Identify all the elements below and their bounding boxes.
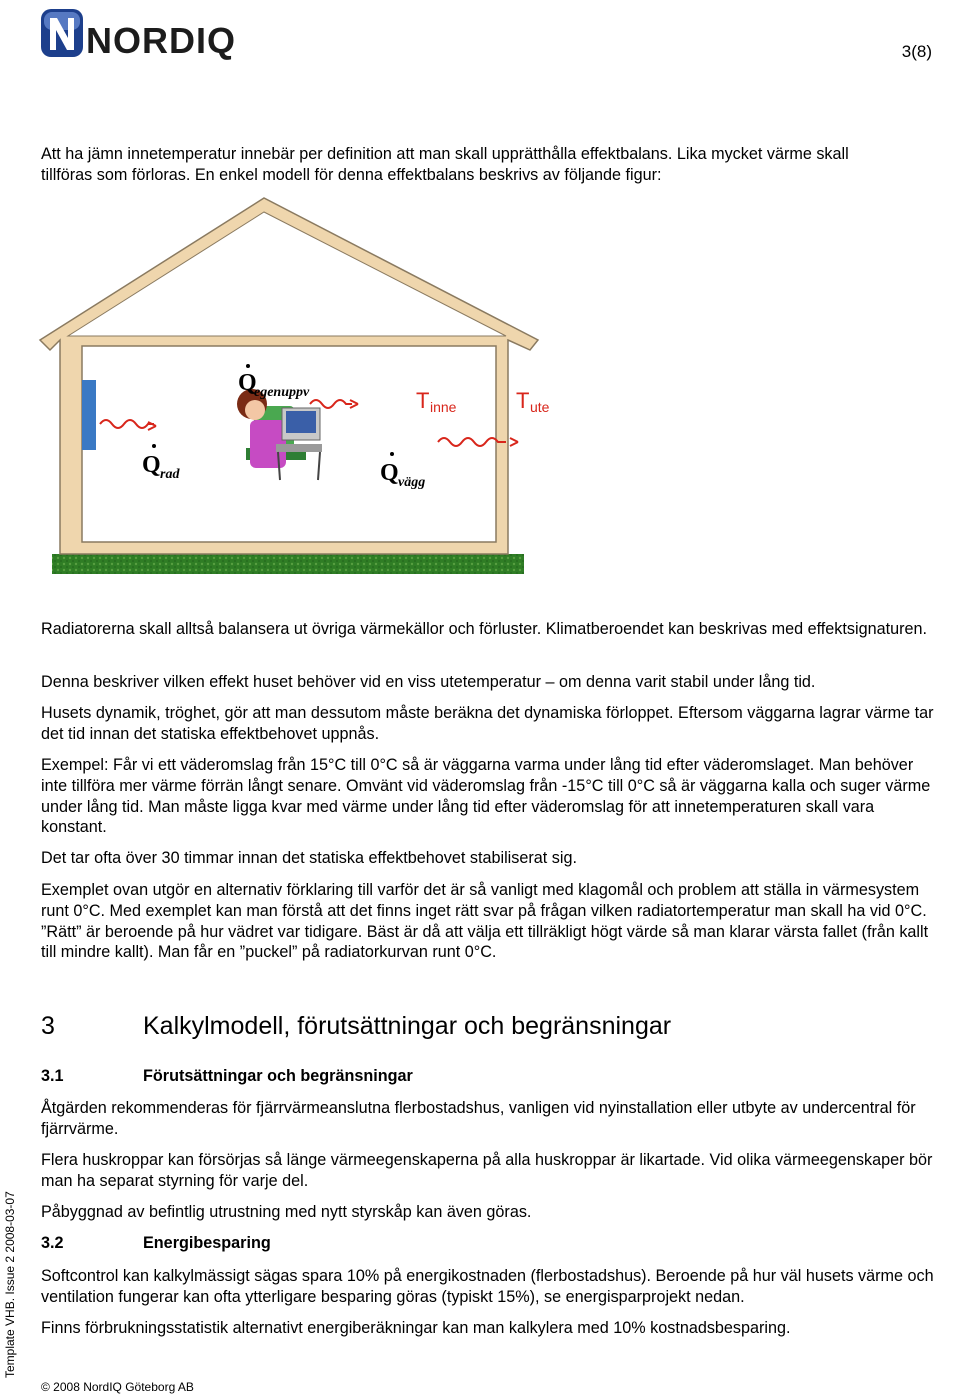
section-3-number: 3 [41,1012,55,1040]
section-3-title: Kalkylmodell, förutsättningar och begränsningar [143,1012,672,1040]
logo-emblem [41,9,83,57]
radiator [82,380,96,450]
paragraph-3-2-statistik: Finns förbrukningsstatistik alternativt energiberäkningar kan man kalkylera med 10% kostnadsbesparing. [41,1319,791,1337]
person-at-computer [237,389,322,480]
svg-text:inne: inne [430,399,457,415]
section-3-1-title: Förutsättningar och begränsningar [143,1067,413,1085]
intro-line-2: tillföras som förloras. En enkel modell för denna effektbalans beskrivs av följande figur: [41,166,662,184]
paragraph-30-timmar: Det tar ofta över 30 timmar innan det statiska effektbehovet stabiliserat sig. [41,849,577,867]
svg-text:T: T [516,388,530,413]
page-number: 3(8) [901,42,932,61]
nordiq-logo [40,6,258,60]
footer-copyright: © 2008 NordIQ Göteborg AB [41,1380,194,1394]
section-3-2-number: 3.2 [41,1234,64,1252]
svg-text:vägg: vägg [398,475,426,490]
svg-text:ute: ute [530,399,550,415]
paragraph-exemplet-ovan: Exemplet ovan utgör en alternativ förklaring till varför det är så vanligt med klagomål och problem att ställa in värmesystem runt 0°C. Med exemplet kan man förstå att det finns inget rätt svar på frågan vilken radiatortemperatur man skall ha vid 0°C. ”Rätt” är beroende på hur vädret var tidigare. Bäst är då att välja ett tillräkligt högt värde så man klarar värsta fallet (från kallt till mindre kallt). Man får en ”puckel” på radiatorkurvan runt 0°C. [41,881,929,962]
label-q-vagg [380,452,425,490]
svg-text:T: T [416,388,430,413]
svg-text:Q: Q [142,452,161,478]
paragraph-3-1-pabyggnad: Påbyggnad av befintlig utrustning med nytt styrskåp kan även göras. [41,1203,532,1221]
logo-text: NORDIQ [86,20,236,60]
svg-text:egenuppv: egenuppv [254,385,310,400]
template-version: Template VHB. Issue 2 2008-03-07 [3,1191,17,1378]
label-t-inne [416,388,457,415]
section-3-1-number: 3.1 [41,1067,64,1085]
paragraph-3-1-atgarden: Åtgärden rekommenderas för fjärrvärmeanslutna flerbostadshus, vanligen vid nyinstallation eller utbyte av undercentral för fjärrvärme. [41,1099,916,1138]
svg-text:rad: rad [160,467,180,482]
svg-text:Q: Q [380,460,399,486]
intro-line-1: Att ha jämn innetemperatur innebär per definition att man skall upprätthålla effektbalans. Lika mycket värme skall [41,145,849,163]
house-energy-figure [38,190,550,582]
label-q-egenuppv [238,364,310,400]
label-q-rad [142,444,180,482]
paragraph-3-1-huskroppar: Flera huskroppar kan försörjas så länge värmeegenskaperna på alla huskroppar är likartade. Vid olika värmeegenskaper bör man ha separat styrning för varje del. [41,1151,933,1190]
svg-text:Q: Q [238,370,257,396]
paragraph-dynamik: Husets dynamik, tröghet, gör att man dessutom måste beräkna det dynamiska förloppet. Eftersom väggarna lagrar värme tar det tid innan det statiska effektbehovet uppnås. [41,704,934,743]
section-3-1-heading [41,1067,413,1086]
paragraph-exempel: Exempel: Får vi ett väderomslag från 15°C till 0°C så är väggarna varma under lång tid efter väderomslaget. Man behöver inte tillföra mer värme förrän långt senare. Omvänt vid väderomslag från -15°C till 0°C så är väggarna kalla och suger värme under lång tid. Man måste ligga kvar med värme under lång tid efter väderomslag för att innetemperaturen skall vara konstant. [41,756,931,837]
section-3-heading [41,1012,671,1041]
section-3-2-title: Energibesparing [143,1234,271,1252]
paragraph-radiators: Radiatorerna skall alltså balansera ut övriga värmekällor och förluster. Klimatberoendet kan beskrivas med effektsignaturen. [41,620,927,638]
section-3-2-heading [41,1234,271,1253]
paragraph-3-2-softcontrol: Softcontrol kan kalkylmässigt sägas spara 10% på energikostnaden (flerbostadshus). Beroende på hur väl husets värme och ventilation fungerar kan ofta ytterligare besparing göras (typiskt 15%), se energisparprojekt nedan. [41,1267,934,1306]
label-t-ute [516,388,550,415]
paragraph-effektsignatur: Denna beskriver vilken effekt huset behöver vid en viss utetemperatur – om denna varit stabil under lång tid. [41,673,816,691]
